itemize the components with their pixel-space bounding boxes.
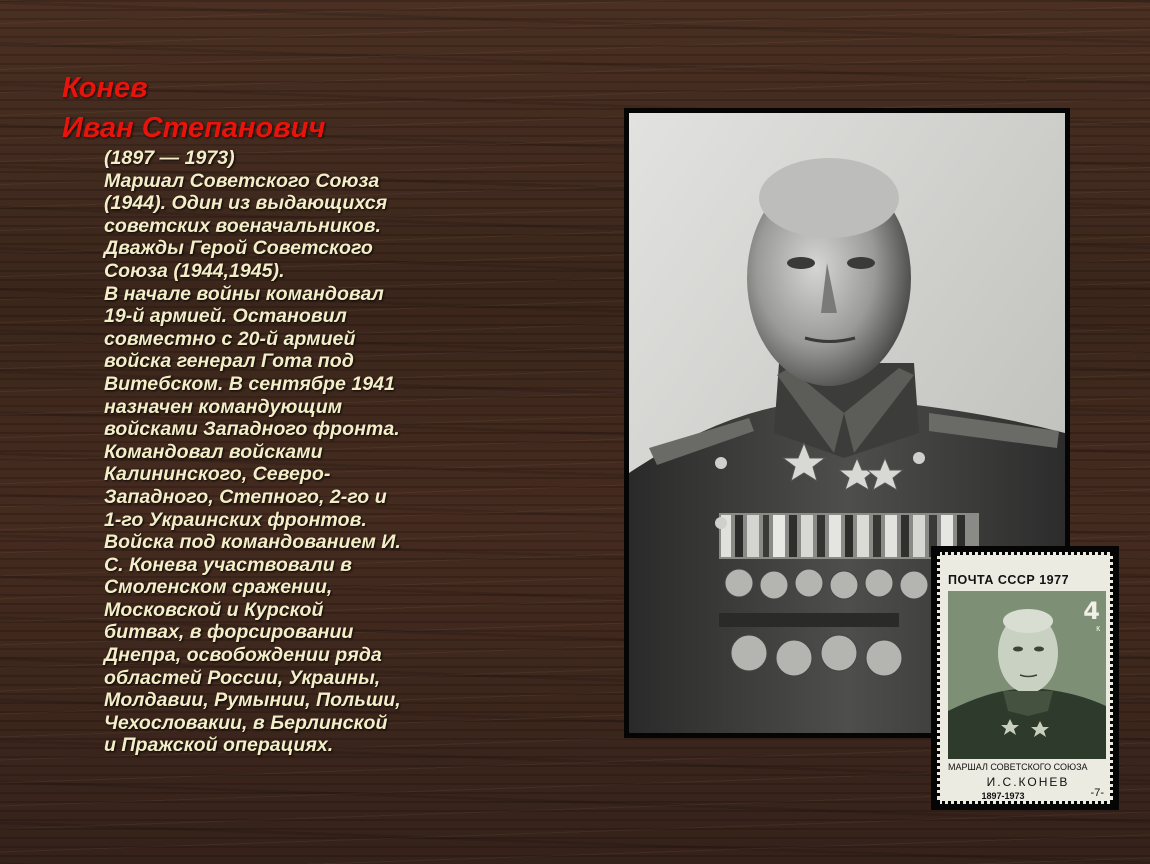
biography-text (104, 147, 604, 757)
bio-line: войска генерал Гота под (104, 350, 354, 373)
stamp-value: 4 (1083, 597, 1100, 625)
postage-stamp (931, 546, 1119, 810)
slide-title-surname: Конев (62, 72, 148, 104)
bio-line: назначен командующим (104, 395, 343, 418)
bio-line: (1944). Один из выдающихся (104, 192, 388, 215)
stamp-portrait (948, 591, 1106, 759)
bio-line: Смоленском сражении, (104, 576, 333, 599)
bio-line: Московской и Курской (104, 598, 324, 621)
bio-line: В начале войны командовал (104, 282, 384, 305)
bio-line: Дважды Герой Советского (104, 237, 373, 260)
bio-line: Маршал Советского Союза (104, 169, 380, 192)
stamp-header: ПОЧТА СССР 1977 (948, 573, 1070, 587)
stamp-unit: к (1096, 623, 1100, 633)
bio-line: С. Конева участвовали в (104, 553, 352, 576)
stamp-code: -7- (1090, 787, 1104, 799)
stamp-name: И.С.КОНЕВ (986, 775, 1070, 789)
stamp-caption: МАРШАЛ СОВЕТСКОГО СОЮЗА (948, 762, 1088, 772)
stamp-years: 1897-1973 (981, 791, 1025, 801)
bio-line: Чехословакии, в Берлинской (104, 711, 388, 734)
bio-line: Командовал войсками (104, 440, 323, 463)
bio-line: (1897 — 1973) (104, 147, 235, 169)
bio-line: Калининского, Северо- (104, 463, 331, 486)
stamp-portrait-image (948, 591, 1106, 759)
bio-line: областей России, Украины, (104, 666, 381, 689)
bio-line: Западного, Степного, 2-го и (104, 485, 387, 508)
bio-line: советских военачальников. (104, 214, 381, 237)
bio-line: битвах, в форсировании (104, 621, 354, 644)
bio-line: Витебском. В сентябре 1941 (104, 372, 395, 395)
bio-line: и Пражской операциях. (104, 734, 334, 757)
bio-line: Войска под командованием И. (104, 531, 401, 554)
bio-line: Днепра, освобождении ряда (104, 644, 382, 667)
stamp-face (937, 552, 1113, 804)
bio-line: совместно с 20-й армией (104, 327, 356, 350)
bio-line: войсками Западного фронта. (104, 418, 400, 441)
bio-line: 1-го Украинских фронтов. (104, 508, 367, 531)
slide-title-name: Иван Степанович (62, 112, 326, 144)
bio-line: Молдавии, Румынии, Польши, (104, 689, 401, 712)
bio-line: 19-й армией. Остановил (104, 305, 347, 328)
bio-line: Союза (1944,1945). (104, 259, 285, 282)
